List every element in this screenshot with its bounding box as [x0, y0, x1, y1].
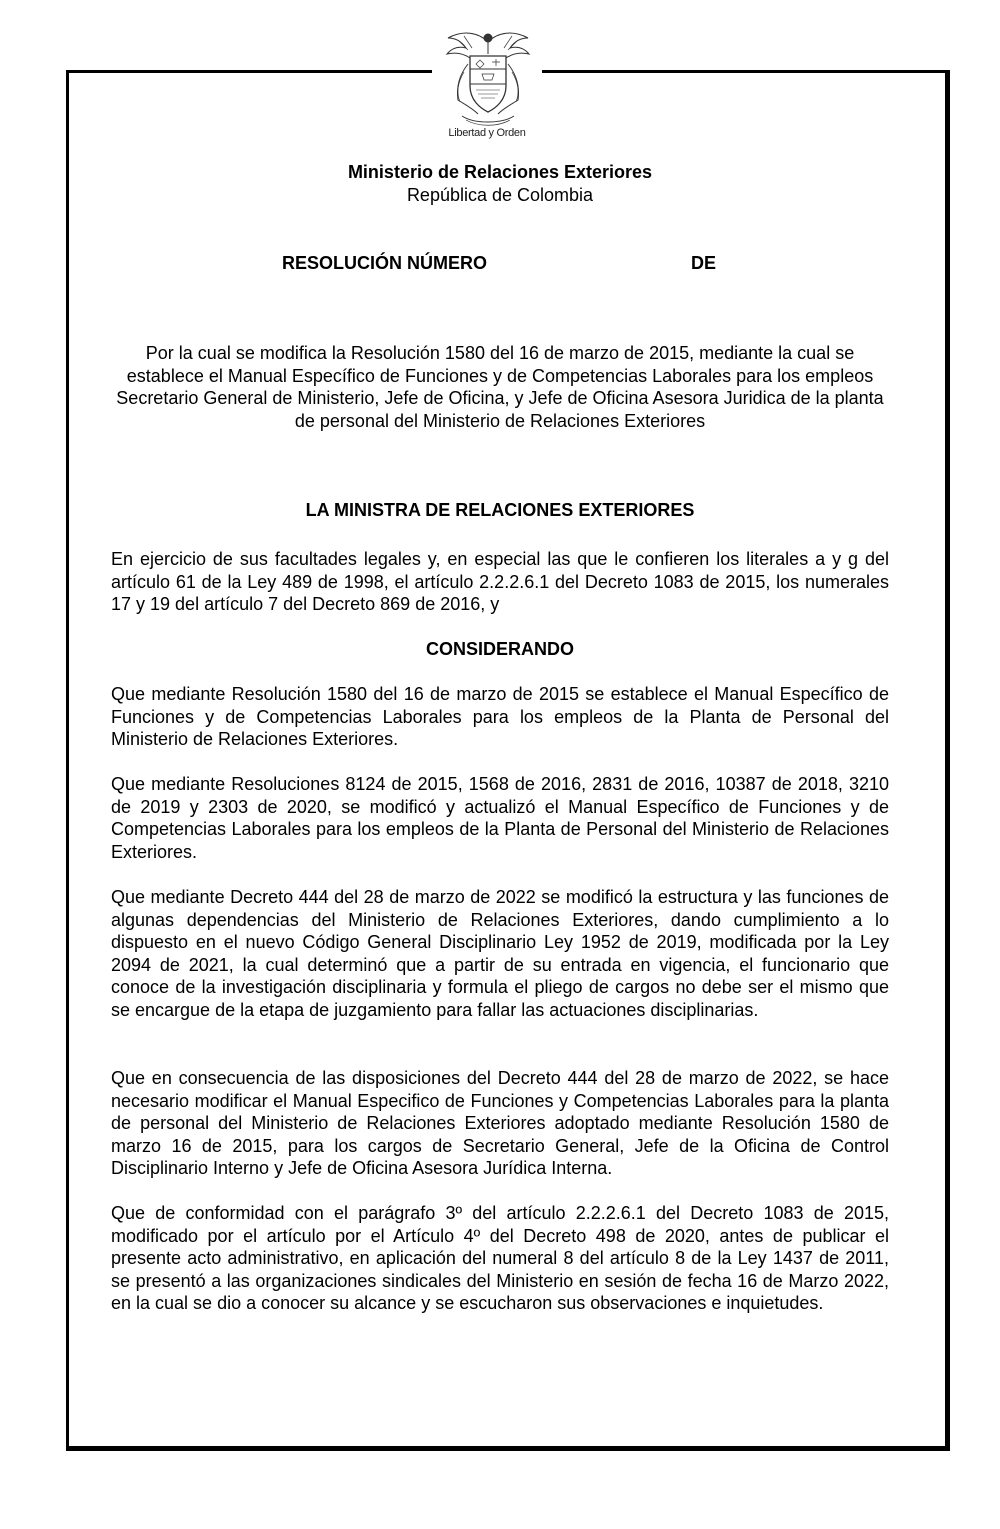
- authority-title: LA MINISTRA DE RELACIONES EXTERIORES: [305, 500, 695, 520]
- considering-paragraph-3: Que mediante Decreto 444 del 28 de marzo de 2022 se modificó la estructura y las funciones de algunas dependencias del Ministerio de Relaciones Exteriores, dando cumplimiento a lo dispuesto en el nuevo Código General Disciplinario Ley 1952 de 2019, modificada por la Ley 2094 de 2021, la cual determinó que a partir de su entrada en vigencia, el funcionario que conoce de la investigación disciplinaria y formula el pliego de cargos no debe ser el mismo que se encargue de la etapa de juzgamiento para fallar las actuaciones disciplinarias.: [111, 887, 889, 1020]
- considering-paragraph-5: Que de conformidad con el parágrafo 3º del artículo 2.2.2.6.1 del Decreto 1083 de 2015, modificado por el artículo por el Artículo 4º del Decreto 498 de 2020, antes de publicar el presente acto administrativo, en aplicación del numeral 8 del artículo 8 de la Ley 1437 de 2011, se presentó a las organizaciones sindicales del Ministerio en sesión de fecha 16 de Marzo 2022, en la cual se dio a conocer su alcance y se escucharon sus observaciones e inquietudes.: [111, 1203, 889, 1314]
- considering-paragraph-1: Que mediante Resolución 1580 del 16 de marzo de 2015 se establece el Manual Específico de Funciones y de Competencias Laborales para los empleos de la Planta de Personal del Ministerio de Relaciones Exteriores.: [111, 684, 889, 750]
- resolution-date-label: DE: [691, 253, 717, 273]
- coat-of-arms-seal: [438, 24, 538, 144]
- resolution-number-label: RESOLUCIÓN NÚMERO: [282, 253, 488, 273]
- resolution-subject: Por la cual se modifica la Resolución 1580 del 16 de marzo de 2015, mediante la cual se establece el Manual Específico de Funciones y de Competencias Laborales para los empleos Secretario General de Ministerio, Jefe de Oficina, y Jefe de Oficina Asesora Juridica de la planta de personal del Ministerio de Relaciones Exteriores: [116, 343, 884, 431]
- republic-name: República de Colombia: [406, 185, 594, 205]
- ministry-name: Ministerio de Relaciones Exteriores: [347, 162, 653, 182]
- motto-text: Libertad y Orden: [448, 127, 526, 139]
- considering-paragraph-2: Que mediante Resoluciones 8124 de 2015, 1568 de 2016, 2831 de 2016, 10387 de 2018, 3210 de 2019 y 2303 de 2020, se modificó y actualizó el Manual Específico de Funciones y de Competencias Laborales para los empleos de la Planta de Personal del Ministerio de Relaciones Exteriores.: [111, 774, 889, 862]
- considering-paragraph-4: Que en consecuencia de las disposiciones del Decreto 444 del 28 de marzo de 2022, se hace necesario modificar el Manual Especifico de Funciones y Competencias Laborales para la planta de personal del Ministerio de Relaciones Exteriores adoptado mediante Resolución 1580 de marzo 16 de 2015, para los cargos de Secretario General, Jefe de la Oficina de Control Disciplinario Interno y Jefe de Oficina Asesora Jurídica Interna.: [111, 1068, 889, 1179]
- intro-paragraph: En ejercicio de sus facultades legales y, en especial las que le confieren los literales a y g del artículo 61 de la Ley 489 de 1998, el artículo 2.2.2.6.1 del Decreto 1083 de 2015, los numerales 17 y 19 del artículo 7 del Decreto 869 de 2016, y: [111, 549, 889, 615]
- considerando-heading: CONSIDERANDO: [425, 639, 574, 659]
